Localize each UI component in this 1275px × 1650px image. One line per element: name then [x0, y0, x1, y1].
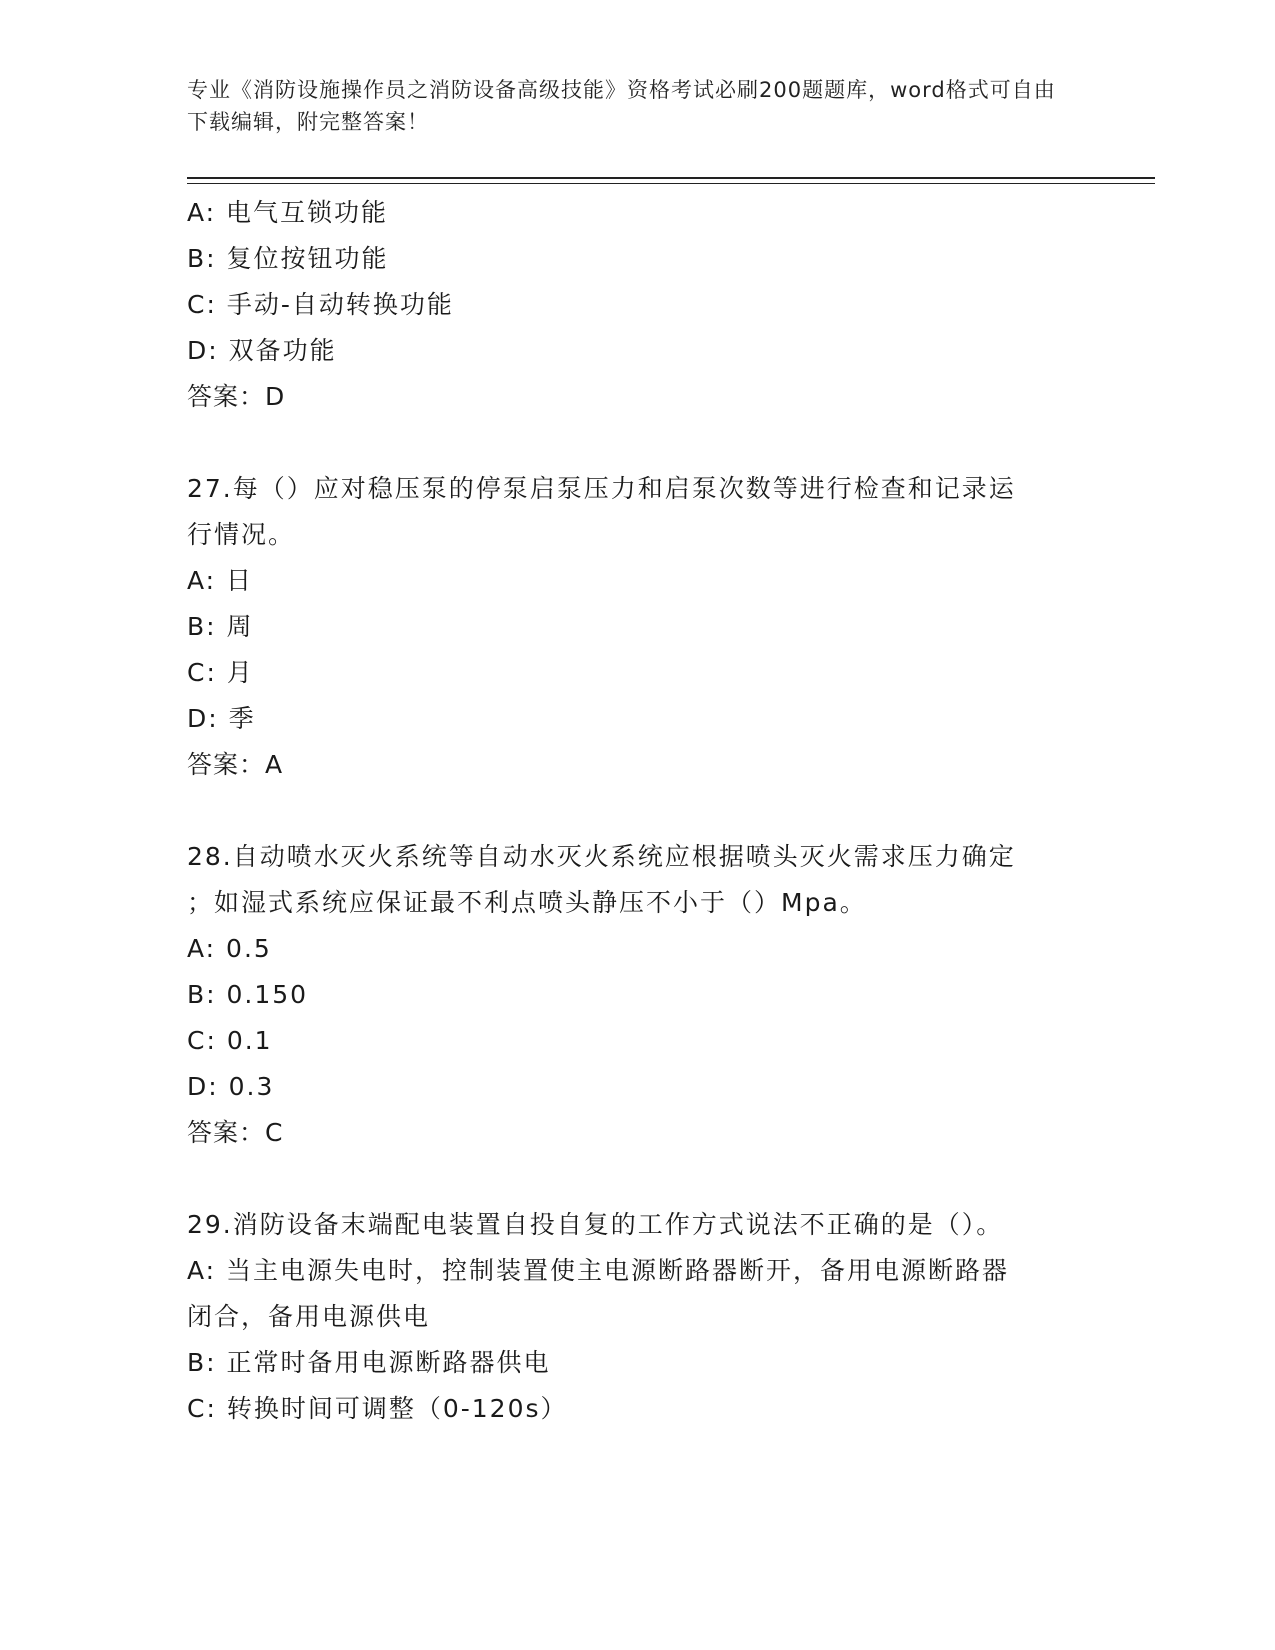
header-divider	[187, 177, 1155, 179]
question-29	[187, 1202, 1087, 1432]
option-a: A: 日	[187, 566, 254, 595]
option-b: B: 0.150	[187, 980, 309, 1009]
question-stem: 28.自动喷水灭火系统等自动水灭火系统应根据喷头灭火需求压力确定	[187, 842, 1016, 871]
option-c: C: 0.1	[187, 1026, 273, 1055]
answer-label: 答案：A	[187, 750, 284, 779]
option-c: C: 月	[187, 658, 254, 687]
header-divider-thin	[187, 183, 1155, 184]
spacer	[187, 420, 1087, 466]
answer-label: 答案：D	[187, 382, 286, 411]
option-d: D: 季	[187, 704, 256, 733]
option-b: B: 复位按钮功能	[187, 244, 389, 273]
question-stem-cont: ；如湿式系统应保证最不利点喷头静压不小于（）Mpa。	[187, 888, 867, 917]
question-stem: 27.每（）应对稳压泵的停泵启泵压力和启泵次数等进行检查和记录运	[187, 474, 1016, 503]
question-26-tail	[187, 190, 1087, 420]
option-c: C: 转换时间可调整（0-120s）	[187, 1394, 568, 1423]
question-27	[187, 466, 1087, 788]
answer-label: 答案：C	[187, 1118, 284, 1147]
option-a: A: 当主电源失电时，控制装置使主电源断路器断开，备用电源断路器	[187, 1256, 1010, 1285]
spacer	[187, 1156, 1087, 1202]
option-b: B: 正常时备用电源断路器供电	[187, 1348, 551, 1377]
header-title: 专业《消防设施操作员之消防设备高级技能》资格考试必刷200题题库，word格式可自由下载编辑，附完整答案！	[187, 78, 1056, 134]
option-a: A: 电气互锁功能	[187, 198, 389, 227]
question-content	[187, 190, 1087, 1432]
option-c: C: 手动-自动转换功能	[187, 290, 454, 319]
option-a: A: 0.5	[187, 934, 272, 963]
option-a-cont: 闭合，备用电源供电	[187, 1302, 431, 1331]
question-28	[187, 834, 1087, 1156]
option-d: D: 0.3	[187, 1072, 275, 1101]
question-stem: 29.消防设备末端配电装置自投自复的工作方式说法不正确的是（）。	[187, 1210, 1004, 1239]
option-d: D: 双备功能	[187, 336, 337, 365]
spacer	[187, 788, 1087, 834]
option-b: B: 周	[187, 612, 254, 641]
document-header	[187, 74, 1067, 138]
question-stem-cont: 行情况。	[187, 520, 296, 549]
